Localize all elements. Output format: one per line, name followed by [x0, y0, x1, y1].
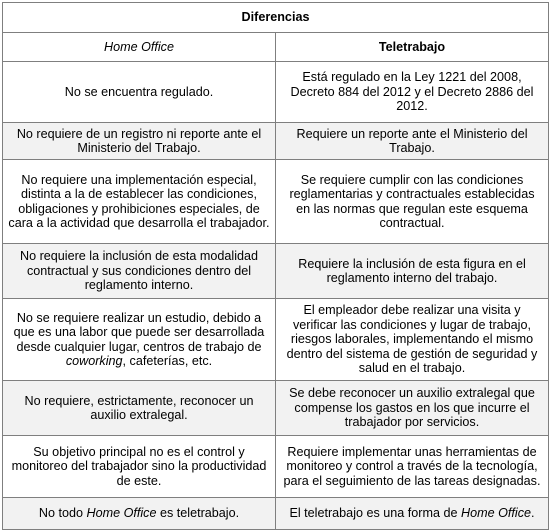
- home-office-cell: No requiere de un registro ni reporte ante el Ministerio del Trabajo.: [3, 123, 276, 160]
- cell-text: es teletrabajo.: [156, 506, 240, 521]
- teletrabajo-cell: Requiere implementar unas herramientas de monitoreo y control a través de la tecnología, para el seguimiento de las tareas designadas.: [276, 436, 549, 498]
- cell-text-italic: Home Office: [461, 506, 532, 521]
- home-office-cell: [3, 299, 276, 381]
- home-office-cell: [3, 498, 276, 530]
- table-row: [3, 62, 549, 123]
- teletrabajo-cell: Se requiere cumplir con las condiciones reglamentarias y contractuales establecidas en las normas que regulan este esquema contractual.: [276, 160, 549, 244]
- table-title: Diferencias: [3, 3, 549, 33]
- home-office-cell: No requiere la inclusión de esta modalidad contractual y sus condiciones dentro del reglamento interno.: [3, 244, 276, 299]
- cell-text-italic: coworking: [65, 354, 123, 368]
- table-row: [3, 299, 549, 381]
- home-office-cell: No se encuentra regulado.: [3, 62, 276, 123]
- teletrabajo-cell: Está regulado en la Ley 1221 del 2008, Decreto 884 del 2012 y el Decreto 2886 del 2012.: [276, 62, 549, 123]
- teletrabajo-cell: Requiere un reporte ante el Ministerio del Trabajo.: [276, 123, 549, 160]
- home-office-cell: No requiere una implementación especial, distinta a la de establecer las condiciones, obligaciones y prohibiciones especiales, de cara a la actividad que desarrolla el trabajador.: [3, 160, 276, 244]
- cell-text: , cafeterías, etc.: [122, 354, 213, 368]
- table-row: [3, 498, 549, 530]
- table-row: [3, 123, 549, 160]
- table-row: [3, 436, 549, 498]
- teletrabajo-cell: El empleador debe realizar una visita y verificar las condiciones y lugar de trabajo, riesgos laborales, implementando el mismo dentro del sistema de gestión de seguridad y salud en el trabajo.: [276, 299, 549, 381]
- differences-table: [2, 2, 549, 530]
- table-row: [3, 244, 549, 299]
- cell-text: No se requiere realizar un estudio, debido a que es una labor que puede ser desarrollada desde cualquier lugar, centros de trabajo de: [13, 310, 265, 354]
- cell-text: No todo: [38, 506, 87, 521]
- home-office-cell: No requiere, estrictamente, reconocer un auxilio extralegal.: [3, 381, 276, 436]
- table-row: [3, 381, 549, 436]
- column-header-home-office: Home Office: [3, 33, 276, 62]
- home-office-cell: Su objetivo principal no es el control y monitoreo del trabajador sino la productividad de este.: [3, 436, 276, 498]
- teletrabajo-cell: Requiere la inclusión de esta figura en el reglamento interno del trabajo.: [276, 244, 549, 299]
- cell-text: .: [531, 506, 535, 521]
- teletrabajo-cell: Se debe reconocer un auxilio extralegal que compense los gastos en los que incurre el trabajador por servicios.: [276, 381, 549, 436]
- table-row: [3, 160, 549, 244]
- cell-text-italic: Home Office: [86, 506, 157, 521]
- teletrabajo-cell: [276, 498, 549, 530]
- column-header-teletrabajo: Teletrabajo: [276, 33, 549, 62]
- cell-text: El teletrabajo es una forma de: [289, 506, 462, 521]
